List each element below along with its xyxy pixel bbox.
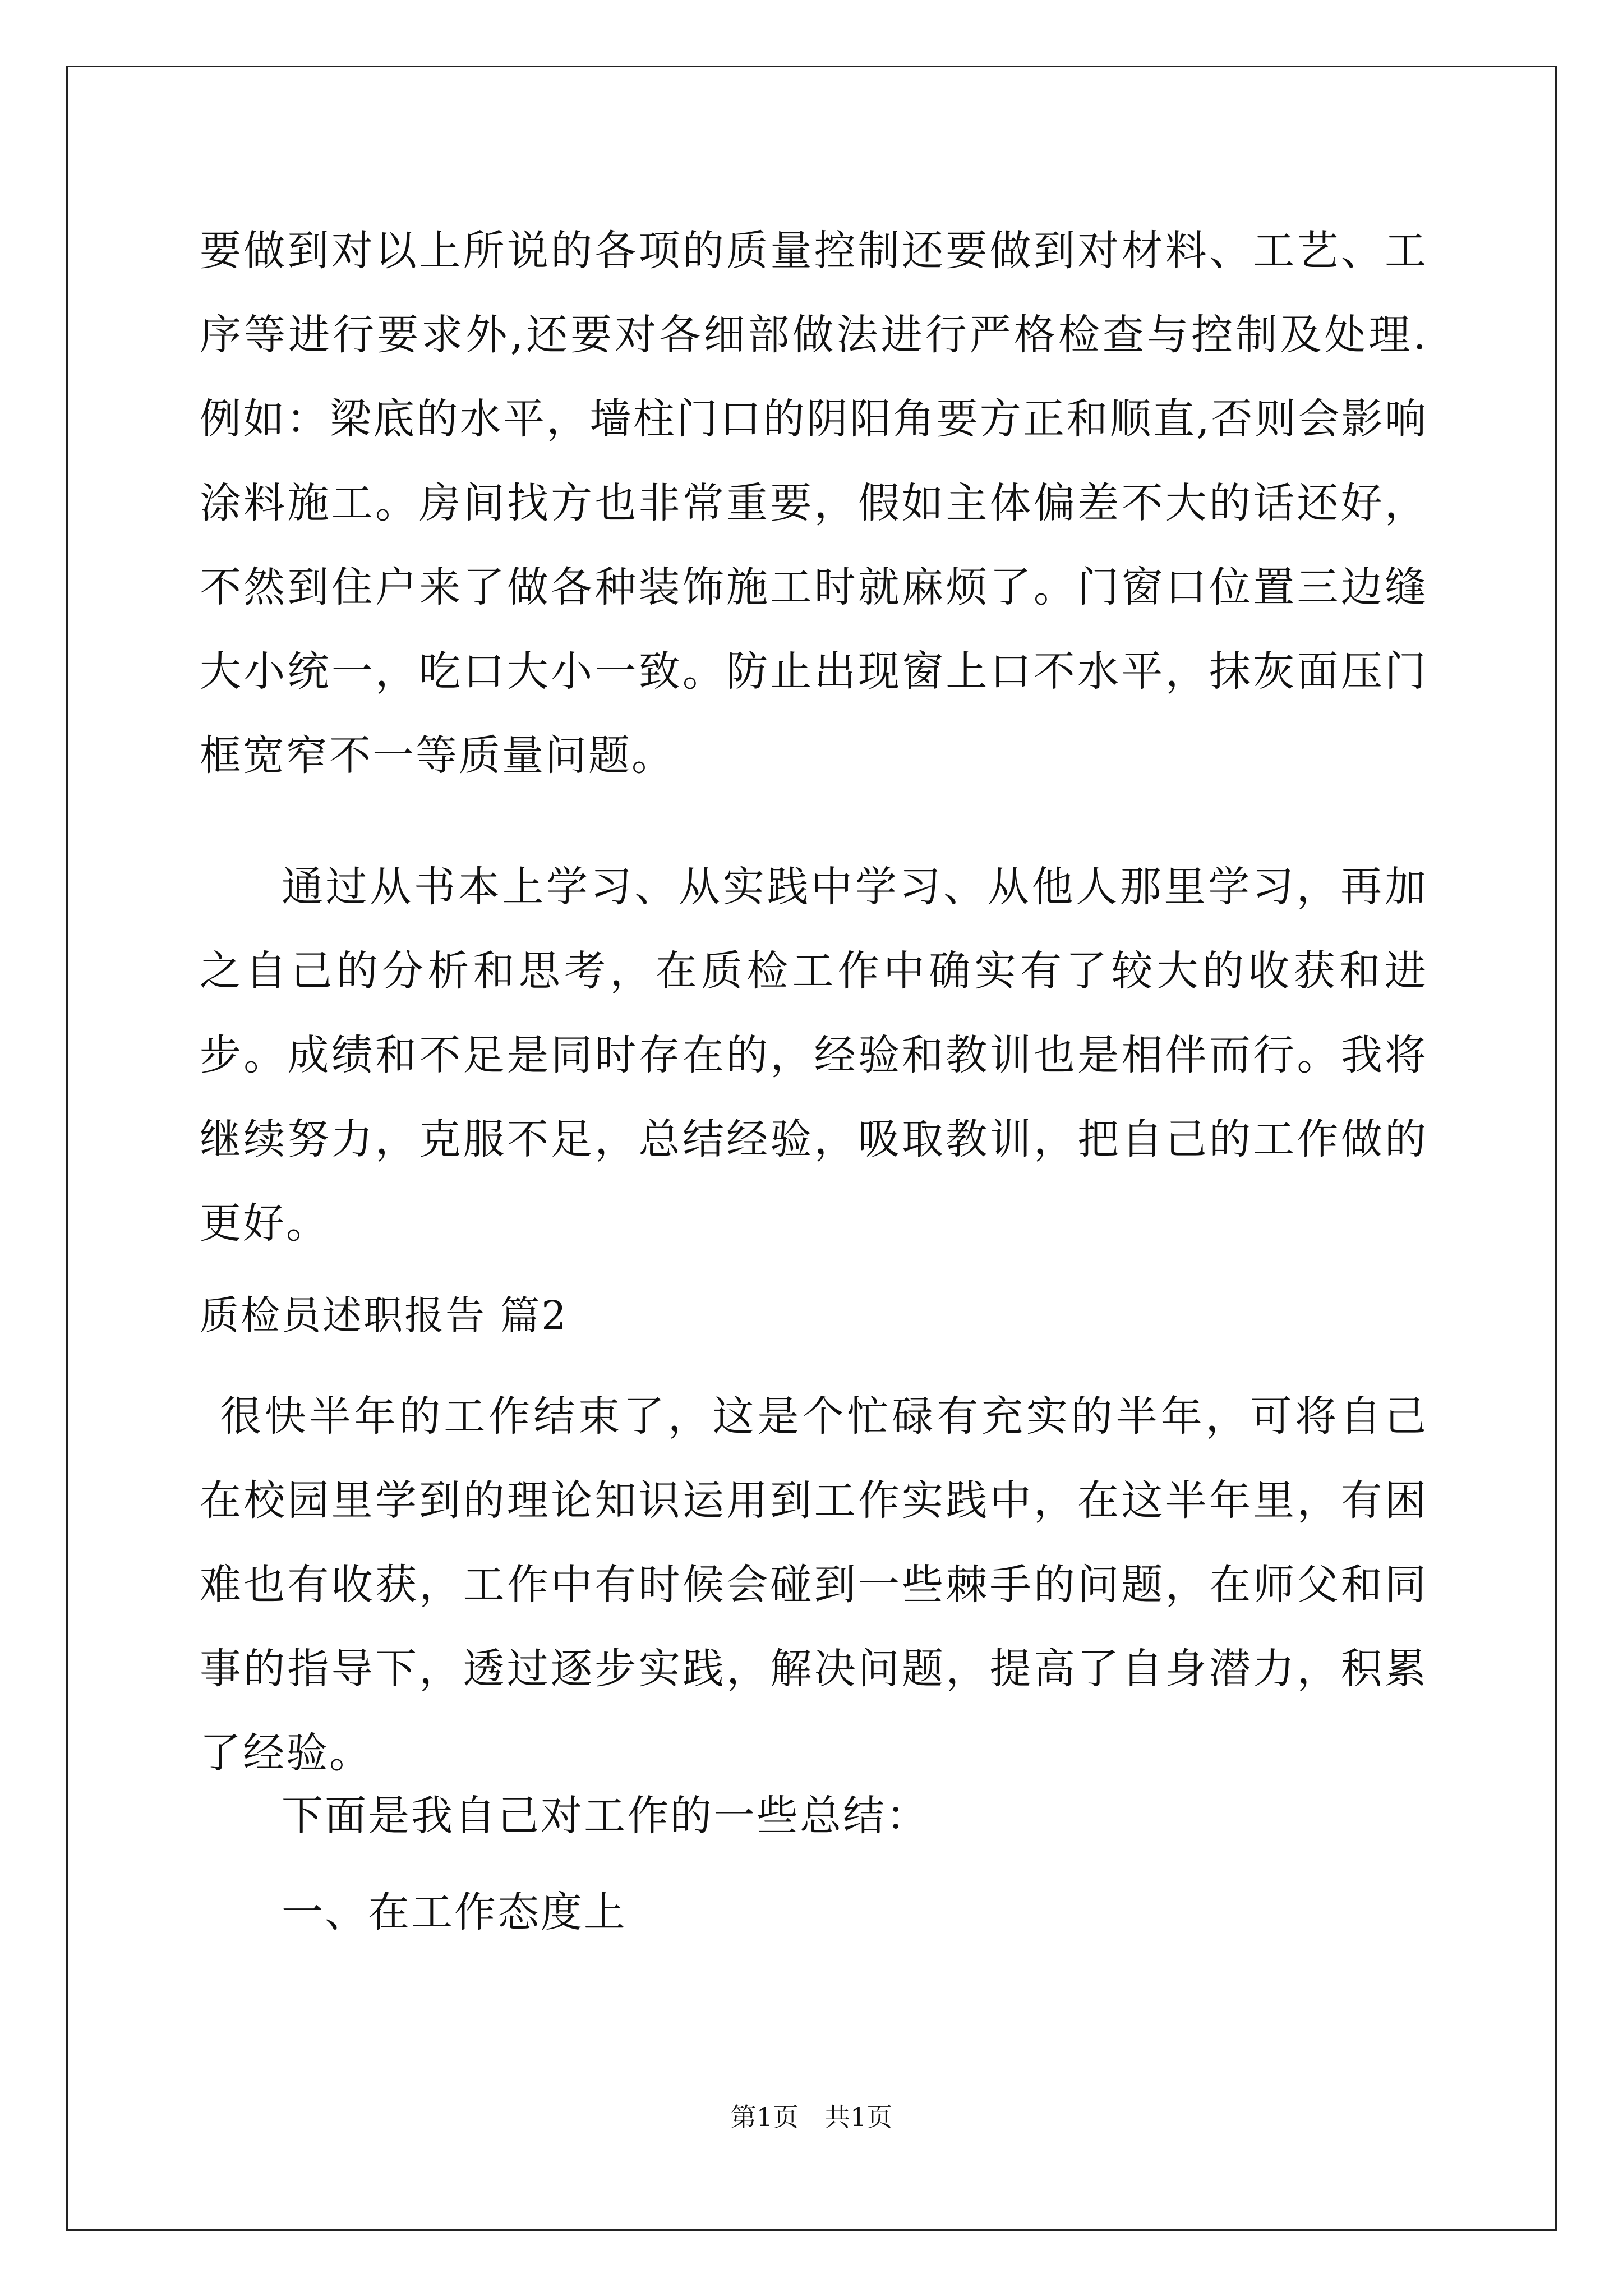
body-text-block xyxy=(200,209,1428,798)
page-footer: 第1页 共1页 xyxy=(730,2102,893,2132)
body-text-block xyxy=(200,845,1428,1266)
paragraph-summary-intro: 下面是我自己对工作的一些总结： xyxy=(282,1792,929,1840)
paragraph-quality-control: 要做到对以上所说的各项的质量控制还要做到对材料、工艺、工序等进行要求外,还要对各细部做法进行严格检查与控制及处理.例如：梁底的水平，墙柱门口的阴阳角要方正和顺直,否则会影响涂料施工。房间找方也非常重要，假如主体偏差不大的话还好，不然到住户来了做各种装饰施工时就麻烦了。门窗口位置三边缝大小统一，吃口大小一致。防止出现窗上口不水平，抹灰面压门框宽窄不一等质量问题。 xyxy=(200,227,1428,780)
section-heading: 质检员述职报告 篇2 xyxy=(200,1292,568,1338)
paragraph-learning-summary: 通过从书本上学习、从实践中学习、从他人那里学习，再加之自己的分析和思考，在质检工作中确实有了较大的收获和进步。成绩和不足是同时存在的，经验和教训也是相伴而行。我将继续努力，克服不足，总结经验，吸取教训，把自己的工作做的更好。 xyxy=(200,863,1428,1248)
paragraph-half-year-review: 很快半年的工作结束了，这是个忙碌有充实的半年，可将自己在校园里学到的理论知识运用到工作实践中，在这半年里，有困难也有收获，工作中有时候会碰到一些棘手的问题，在师父和同事的指导下，透过逐步实践，解决问题，提高了自身潜力，积累了经验。 xyxy=(200,1392,1428,1777)
body-text-block xyxy=(200,1374,1428,1795)
body-text-block xyxy=(200,1774,1428,1954)
paragraph-work-attitude-heading: 一、在工作态度上 xyxy=(282,1888,627,1936)
